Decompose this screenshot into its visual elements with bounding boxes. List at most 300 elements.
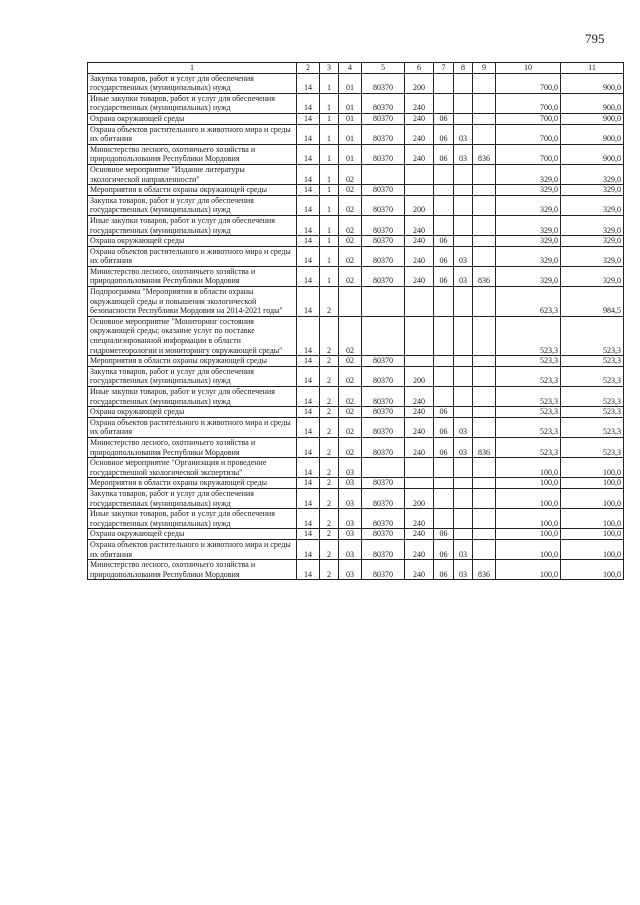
row-code-5: 80370 — [362, 73, 405, 93]
row-code-7: 06 — [434, 539, 454, 559]
row-code-3: 1 — [320, 215, 339, 235]
column-number: 5 — [362, 63, 405, 74]
row-code-3: 2 — [320, 560, 339, 580]
row-name: Охрана объектов растительного и животного мира и среды их обитания — [88, 539, 297, 559]
table-row — [88, 215, 624, 235]
row-code-7: 06 — [434, 236, 454, 247]
row-code-6: 200 — [405, 366, 434, 386]
row-amount-10: 329,0 — [496, 185, 561, 196]
row-name: Охрана объектов растительного и животного мира и среды их обитания — [88, 417, 297, 437]
row-code-2: 14 — [297, 509, 320, 529]
row-code-5: 80370 — [362, 266, 405, 286]
row-code-6: 240 — [405, 236, 434, 247]
row-amount-11: 900,0 — [561, 124, 624, 144]
column-number-row — [88, 63, 624, 74]
table-row — [88, 236, 624, 247]
row-code-7 — [434, 458, 454, 478]
row-code-3: 1 — [320, 266, 339, 286]
row-code-2: 14 — [297, 124, 320, 144]
row-code-7: 06 — [434, 407, 454, 418]
row-code-5: 80370 — [362, 185, 405, 196]
row-code-7 — [434, 73, 454, 93]
row-code-3: 2 — [320, 407, 339, 418]
row-code-7 — [434, 478, 454, 489]
row-code-9: 836 — [473, 437, 496, 457]
row-code-6: 240 — [405, 560, 434, 580]
table-row — [88, 287, 624, 317]
row-amount-10: 100,0 — [496, 560, 561, 580]
table-row — [88, 246, 624, 266]
row-code-8: 03 — [454, 417, 473, 437]
row-amount-11: 100,0 — [561, 560, 624, 580]
row-code-2: 14 — [297, 437, 320, 457]
row-code-3: 1 — [320, 93, 339, 113]
row-code-6: 240 — [405, 144, 434, 164]
row-code-3: 1 — [320, 124, 339, 144]
row-code-3: 1 — [320, 73, 339, 93]
row-code-2: 14 — [297, 144, 320, 164]
table-row — [88, 458, 624, 478]
row-amount-11: 100,0 — [561, 488, 624, 508]
row-amount-11: 329,0 — [561, 215, 624, 235]
row-code-9 — [473, 387, 496, 407]
row-code-5: 80370 — [362, 236, 405, 247]
table-row — [88, 195, 624, 215]
row-code-2: 14 — [297, 488, 320, 508]
row-amount-10: 700,0 — [496, 73, 561, 93]
row-code-4: 02 — [339, 437, 362, 457]
row-amount-10: 100,0 — [496, 539, 561, 559]
row-code-9 — [473, 195, 496, 215]
table-row — [88, 366, 624, 386]
table-row — [88, 164, 624, 184]
table-row — [88, 478, 624, 489]
column-number: 3 — [320, 63, 339, 74]
row-code-5: 80370 — [362, 356, 405, 367]
row-name: Министерство лесного, охотничьего хозяйства и природопользования Республики Мордовия — [88, 144, 297, 164]
row-code-5: 80370 — [362, 195, 405, 215]
row-code-2: 14 — [297, 195, 320, 215]
row-code-5: 80370 — [362, 478, 405, 489]
row-code-4: 02 — [339, 356, 362, 367]
row-code-6 — [405, 458, 434, 478]
row-code-4: 01 — [339, 73, 362, 93]
row-code-2: 14 — [297, 164, 320, 184]
row-code-7 — [434, 93, 454, 113]
row-code-6 — [405, 356, 434, 367]
table-row — [88, 266, 624, 286]
row-amount-11: 100,0 — [561, 458, 624, 478]
row-code-8: 03 — [454, 144, 473, 164]
row-name: Иные закупки товаров, работ и услуг для обеспечения государственных (муниципальных) нужд — [88, 387, 297, 407]
row-code-3: 2 — [320, 458, 339, 478]
row-code-9 — [473, 73, 496, 93]
row-amount-11: 329,0 — [561, 164, 624, 184]
row-amount-10: 329,0 — [496, 266, 561, 286]
row-amount-11: 523,3 — [561, 316, 624, 355]
table-row — [88, 437, 624, 457]
row-code-9 — [473, 366, 496, 386]
row-code-5: 80370 — [362, 529, 405, 540]
row-amount-11: 523,3 — [561, 417, 624, 437]
row-code-8 — [454, 529, 473, 540]
column-number: 11 — [561, 63, 624, 74]
row-code-9 — [473, 488, 496, 508]
row-code-3: 2 — [320, 488, 339, 508]
row-name: Основное мероприятие "Мониторинг состояния окружающей среды; оказание услуг по поставке специализированной информации в области гидрометеорологии и мониторингу окружающей среды" — [88, 316, 297, 355]
row-code-9 — [473, 287, 496, 317]
row-name: Иные закупки товаров, работ и услуг для обеспечения государственных (муниципальных) нужд — [88, 509, 297, 529]
row-code-7 — [434, 195, 454, 215]
row-code-4: 02 — [339, 417, 362, 437]
row-amount-11: 100,0 — [561, 509, 624, 529]
row-amount-10: 100,0 — [496, 478, 561, 489]
table-row — [88, 185, 624, 196]
row-code-4: 02 — [339, 387, 362, 407]
row-code-8 — [454, 215, 473, 235]
row-code-4: 03 — [339, 539, 362, 559]
row-code-5: 80370 — [362, 437, 405, 457]
row-code-9 — [473, 417, 496, 437]
row-code-2: 14 — [297, 93, 320, 113]
row-code-4: 03 — [339, 529, 362, 540]
row-amount-11: 329,0 — [561, 195, 624, 215]
row-amount-11: 900,0 — [561, 113, 624, 124]
row-code-7 — [434, 215, 454, 235]
row-code-2: 14 — [297, 529, 320, 540]
row-code-2: 14 — [297, 215, 320, 235]
row-code-4: 02 — [339, 266, 362, 286]
row-amount-11: 523,3 — [561, 437, 624, 457]
column-number: 2 — [297, 63, 320, 74]
row-code-6: 200 — [405, 73, 434, 93]
row-code-9: 836 — [473, 560, 496, 580]
row-code-6: 240 — [405, 437, 434, 457]
column-number: 1 — [88, 63, 297, 74]
row-code-4: 02 — [339, 215, 362, 235]
row-code-6 — [405, 287, 434, 317]
row-code-2: 14 — [297, 478, 320, 489]
row-amount-10: 700,0 — [496, 113, 561, 124]
row-code-3: 1 — [320, 246, 339, 266]
row-amount-11: 523,3 — [561, 356, 624, 367]
row-code-3: 2 — [320, 316, 339, 355]
row-code-2: 14 — [297, 246, 320, 266]
row-code-3: 2 — [320, 539, 339, 559]
table-row — [88, 124, 624, 144]
table-row — [88, 93, 624, 113]
row-code-6 — [405, 316, 434, 355]
row-code-8 — [454, 509, 473, 529]
row-amount-10: 523,3 — [496, 387, 561, 407]
row-name: Охрана окружающей среды — [88, 113, 297, 124]
row-code-4: 02 — [339, 236, 362, 247]
row-code-4: 02 — [339, 185, 362, 196]
row-amount-11: 329,0 — [561, 246, 624, 266]
row-code-8 — [454, 387, 473, 407]
row-code-8 — [454, 407, 473, 418]
row-code-9 — [473, 509, 496, 529]
row-name: Основное мероприятие "Организация и проведение государственной экологической экспертизы" — [88, 458, 297, 478]
row-amount-10: 329,0 — [496, 215, 561, 235]
row-name: Охрана окружающей среды — [88, 407, 297, 418]
row-code-4: 03 — [339, 478, 362, 489]
row-code-4: 01 — [339, 113, 362, 124]
row-code-3: 2 — [320, 437, 339, 457]
row-amount-11: 329,0 — [561, 236, 624, 247]
row-name: Закупка товаров, работ и услуг для обеспечения государственных (муниципальных) нужд — [88, 73, 297, 93]
row-amount-11: 100,0 — [561, 539, 624, 559]
row-code-9 — [473, 539, 496, 559]
row-amount-10: 523,3 — [496, 407, 561, 418]
row-code-3: 2 — [320, 509, 339, 529]
row-code-5 — [362, 316, 405, 355]
row-code-7: 06 — [434, 266, 454, 286]
row-amount-11: 329,0 — [561, 266, 624, 286]
row-code-2: 14 — [297, 356, 320, 367]
row-code-9 — [473, 529, 496, 540]
row-amount-11: 523,3 — [561, 366, 624, 386]
row-amount-10: 700,0 — [496, 124, 561, 144]
row-name: Иные закупки товаров, работ и услуг для обеспечения государственных (муниципальных) нужд — [88, 215, 297, 235]
row-code-6: 240 — [405, 407, 434, 418]
row-code-8: 03 — [454, 124, 473, 144]
row-amount-10: 100,0 — [496, 488, 561, 508]
row-code-8 — [454, 316, 473, 355]
row-code-3: 2 — [320, 356, 339, 367]
row-code-8 — [454, 113, 473, 124]
row-code-4: 02 — [339, 246, 362, 266]
row-amount-11: 523,3 — [561, 387, 624, 407]
row-code-8 — [454, 93, 473, 113]
row-code-6: 240 — [405, 113, 434, 124]
row-code-7: 06 — [434, 529, 454, 540]
row-code-6: 240 — [405, 246, 434, 266]
row-code-4: 01 — [339, 93, 362, 113]
row-name: Министерство лесного, охотничьего хозяйства и природопользования Республики Мордовия — [88, 437, 297, 457]
row-code-2: 14 — [297, 316, 320, 355]
row-code-5: 80370 — [362, 124, 405, 144]
row-code-9 — [473, 215, 496, 235]
row-code-4: 01 — [339, 124, 362, 144]
row-code-2: 14 — [297, 387, 320, 407]
row-code-5: 80370 — [362, 246, 405, 266]
row-code-7: 06 — [434, 437, 454, 457]
row-amount-10: 100,0 — [496, 529, 561, 540]
row-code-5: 80370 — [362, 560, 405, 580]
table-row — [88, 509, 624, 529]
row-code-7 — [434, 509, 454, 529]
row-name: Охрана окружающей среды — [88, 529, 297, 540]
row-code-7 — [434, 356, 454, 367]
row-code-6 — [405, 185, 434, 196]
row-code-9 — [473, 458, 496, 478]
table-row — [88, 144, 624, 164]
table-row — [88, 113, 624, 124]
row-code-7: 06 — [434, 124, 454, 144]
row-code-8 — [454, 287, 473, 317]
row-code-8: 03 — [454, 246, 473, 266]
row-code-3: 1 — [320, 164, 339, 184]
row-code-4: 03 — [339, 560, 362, 580]
row-code-3: 1 — [320, 195, 339, 215]
row-code-8 — [454, 73, 473, 93]
row-code-7 — [434, 387, 454, 407]
column-number: 10 — [496, 63, 561, 74]
row-code-7: 06 — [434, 246, 454, 266]
table-row — [88, 316, 624, 355]
row-name: Закупка товаров, работ и услуг для обеспечения государственных (муниципальных) нужд — [88, 366, 297, 386]
row-code-6: 240 — [405, 539, 434, 559]
row-code-6: 240 — [405, 93, 434, 113]
row-code-4: 01 — [339, 144, 362, 164]
row-code-2: 14 — [297, 560, 320, 580]
row-code-5: 80370 — [362, 488, 405, 508]
row-code-2: 14 — [297, 287, 320, 317]
budget-table — [87, 62, 624, 580]
row-code-6: 240 — [405, 417, 434, 437]
row-code-2: 14 — [297, 266, 320, 286]
row-amount-11: 900,0 — [561, 144, 624, 164]
row-code-3: 2 — [320, 478, 339, 489]
row-amount-11: 984,5 — [561, 287, 624, 317]
row-code-3: 1 — [320, 144, 339, 164]
row-code-8 — [454, 356, 473, 367]
row-code-8: 03 — [454, 539, 473, 559]
row-code-8 — [454, 236, 473, 247]
table-row — [88, 387, 624, 407]
table-row — [88, 73, 624, 93]
row-name: Подпрограмма "Мероприятия в области охраны окружающей среды и повышения экологической безопасности Республики Мордовия на 2014-2021 годы" — [88, 287, 297, 317]
row-name: Иные закупки товаров, работ и услуг для обеспечения государственных (муниципальных) нужд — [88, 93, 297, 113]
table-row — [88, 560, 624, 580]
row-code-3: 2 — [320, 417, 339, 437]
row-code-6: 240 — [405, 509, 434, 529]
row-code-9 — [473, 93, 496, 113]
row-amount-10: 329,0 — [496, 164, 561, 184]
row-code-4: 02 — [339, 195, 362, 215]
row-code-5: 80370 — [362, 93, 405, 113]
row-code-2: 14 — [297, 236, 320, 247]
row-code-2: 14 — [297, 113, 320, 124]
row-code-5: 80370 — [362, 539, 405, 559]
row-code-9 — [473, 164, 496, 184]
row-code-2: 14 — [297, 366, 320, 386]
row-code-5 — [362, 164, 405, 184]
row-code-5 — [362, 287, 405, 317]
row-code-6: 200 — [405, 488, 434, 508]
row-amount-10: 329,0 — [496, 246, 561, 266]
row-code-8 — [454, 478, 473, 489]
row-code-2: 14 — [297, 539, 320, 559]
row-amount-10: 623,3 — [496, 287, 561, 317]
row-amount-11: 329,0 — [561, 185, 624, 196]
column-number: 4 — [339, 63, 362, 74]
row-amount-11: 100,0 — [561, 478, 624, 489]
row-code-7 — [434, 287, 454, 317]
table-row — [88, 356, 624, 367]
table-row — [88, 529, 624, 540]
row-code-6 — [405, 164, 434, 184]
row-name: Мероприятия в области охраны окружающей среды — [88, 478, 297, 489]
column-number: 7 — [434, 63, 454, 74]
row-name: Мероприятия в области охраны окружающей среды — [88, 356, 297, 367]
row-amount-11: 900,0 — [561, 93, 624, 113]
row-code-2: 14 — [297, 407, 320, 418]
row-code-9 — [473, 113, 496, 124]
row-code-5: 80370 — [362, 215, 405, 235]
column-number: 6 — [405, 63, 434, 74]
row-code-7: 06 — [434, 417, 454, 437]
row-amount-10: 523,3 — [496, 356, 561, 367]
row-code-5: 80370 — [362, 387, 405, 407]
column-number: 8 — [454, 63, 473, 74]
row-code-3: 1 — [320, 236, 339, 247]
row-code-7 — [434, 488, 454, 508]
row-name: Мероприятия в области охраны окружающей среды — [88, 185, 297, 196]
table-row — [88, 488, 624, 508]
row-code-9: 836 — [473, 266, 496, 286]
row-code-7: 06 — [434, 560, 454, 580]
row-code-8 — [454, 488, 473, 508]
row-code-6: 240 — [405, 266, 434, 286]
row-code-7: 06 — [434, 144, 454, 164]
row-code-8 — [454, 366, 473, 386]
row-name: Охрана объектов растительного и животного мира и среды их обитания — [88, 124, 297, 144]
row-amount-10: 329,0 — [496, 236, 561, 247]
row-code-7 — [434, 164, 454, 184]
row-code-8: 03 — [454, 266, 473, 286]
row-code-3: 2 — [320, 366, 339, 386]
row-name: Закупка товаров, работ и услуг для обеспечения государственных (муниципальных) нужд — [88, 195, 297, 215]
row-amount-10: 523,3 — [496, 417, 561, 437]
row-code-6: 240 — [405, 387, 434, 407]
row-code-8 — [454, 164, 473, 184]
row-code-9: 836 — [473, 144, 496, 164]
row-code-9 — [473, 316, 496, 355]
row-code-7 — [434, 316, 454, 355]
row-code-6 — [405, 478, 434, 489]
row-code-4: 02 — [339, 164, 362, 184]
row-code-2: 14 — [297, 73, 320, 93]
row-code-6: 240 — [405, 529, 434, 540]
row-code-4: 02 — [339, 407, 362, 418]
row-code-9 — [473, 356, 496, 367]
row-code-5: 80370 — [362, 509, 405, 529]
row-code-7: 06 — [434, 113, 454, 124]
row-code-5: 80370 — [362, 144, 405, 164]
row-amount-10: 100,0 — [496, 458, 561, 478]
row-code-4: 03 — [339, 488, 362, 508]
row-code-8: 03 — [454, 560, 473, 580]
row-code-8 — [454, 458, 473, 478]
page-number: 795 — [585, 31, 605, 46]
row-code-4 — [339, 287, 362, 317]
row-code-4: 02 — [339, 366, 362, 386]
row-name: Охрана окружающей среды — [88, 236, 297, 247]
row-code-3: 2 — [320, 387, 339, 407]
row-name: Закупка товаров, работ и услуг для обеспечения государственных (муниципальных) нужд — [88, 488, 297, 508]
table-row — [88, 407, 624, 418]
row-code-4: 03 — [339, 458, 362, 478]
row-code-5: 80370 — [362, 417, 405, 437]
row-amount-10: 523,3 — [496, 366, 561, 386]
row-code-9 — [473, 236, 496, 247]
row-code-8 — [454, 185, 473, 196]
row-name: Министерство лесного, охотничьего хозяйства и природопользования Республики Мордовия — [88, 266, 297, 286]
row-code-6: 240 — [405, 215, 434, 235]
row-code-5 — [362, 458, 405, 478]
